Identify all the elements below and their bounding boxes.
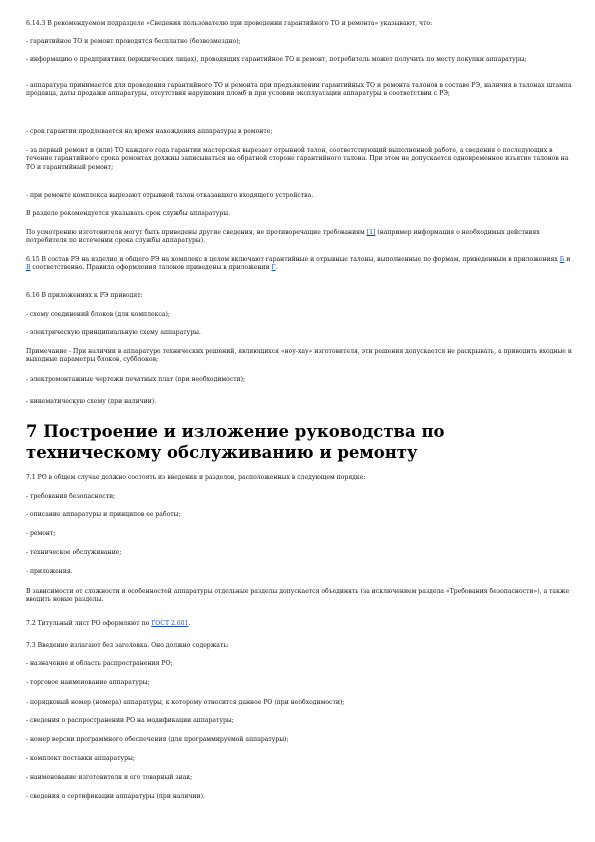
list-item: - электрическую принципиальную схему аппаратуры. bbox=[26, 329, 201, 336]
list-item: - приложения. bbox=[26, 568, 73, 575]
text-run: 7.2 Титульный лист РО оформляют по bbox=[26, 620, 152, 627]
list-item: - аппаратура принимается для проведения гарантийного ТО и ремонта при предъявлении гарантийных ТО и ремонта талонов в составе РЭ, наличия в талонах штампа продавца, даты продажи аппаратуры, отсутствия нарушения пломб и при условии эксплуатации аппаратуры в соответствии с РЭ; bbox=[26, 82, 572, 98]
paragraph-6-15 bbox=[26, 256, 572, 273]
text-run: По усмотрению изготовителя могут быть приведены другие сведения, не противоречащие требованиям bbox=[26, 229, 367, 236]
reference-link-1[interactable]: [1] bbox=[366, 229, 376, 236]
paragraph-6-14-3: 6.14.3 В рекомендуемом подразделе «Сведения пользователю при проведении гарантийного ТО и ремонта» указывают, что: bbox=[26, 20, 433, 27]
paragraph-7-3: 7.3 Введение излагают без заголовка. Оно должно содержать: bbox=[26, 642, 229, 649]
note: Примечание - При наличии в аппаратуре технических решений, являющихся «ноу-хау» изготовителя, эти решения допускается не раскрывать, а приводить входные и выходные параметры блоков, субблоков; bbox=[26, 348, 572, 364]
text-run: 6.15 В состав РЭ на изделие и общего РЭ на комплекс в целом включают гарантийные и отрывные талоны, выполненные по формам, приведенным в приложениях bbox=[26, 256, 560, 263]
text-run: . bbox=[275, 264, 278, 272]
list-item: - ремонт; bbox=[26, 530, 56, 537]
list-item: - схему соединений блоков (для комплекса); bbox=[26, 311, 170, 318]
section-heading: 7 Построение и изложение руководства по техническому обслуживанию и ремонту bbox=[26, 422, 445, 462]
list-item: - торговое наименование аппаратуры; bbox=[26, 679, 150, 686]
list-item: - сведения о распространении РО на модификации аппаратуры; bbox=[26, 717, 234, 724]
list-item: - сведения о сертификации аппаратуры (при наличии). bbox=[26, 793, 205, 800]
list-item: - срок гарантии продлевается на время нахождения аппаратуры в ремонте; bbox=[26, 128, 273, 135]
list-item: - при ремонте комплекса вырезают отрывной талон отказавшего входящего устройства. bbox=[26, 192, 314, 199]
list-item: - описание аппаратуры и принципов ее работы; bbox=[26, 511, 181, 518]
list-item: - комплект поставки аппаратуры; bbox=[26, 755, 135, 762]
paragraph bbox=[26, 229, 572, 246]
list-item: - порядковый номер (номера) аппаратуры, к которому относится данное РО (при необходимости); bbox=[26, 699, 345, 706]
text-run: . bbox=[188, 620, 191, 627]
paragraph-6-16: 6.16 В приложениях к РЭ приводят: bbox=[26, 292, 143, 299]
gost-2-601-link[interactable]: ГОСТ 2.601 bbox=[151, 620, 189, 627]
text-run: соответственно. Правила оформления талонов приведены в приложении bbox=[30, 264, 272, 272]
paragraph: В разделе рекомендуется указывать срок службы аппаратуры. bbox=[26, 210, 231, 217]
text-run: и bbox=[564, 256, 571, 263]
list-item: - наименование изготовителя и его товарный знак; bbox=[26, 774, 193, 781]
text-run: (например информация о необходимых действиях потребителя по истечении срока службы аппаратуры). bbox=[26, 229, 540, 245]
paragraph-7-1: 7.1 РО в общем случае должно состоять из введения и разделов, расположенных в следующем порядке: bbox=[26, 474, 366, 481]
list-item: - техническое обслуживание; bbox=[26, 549, 122, 556]
list-item: - назначение и область распространения РО; bbox=[26, 660, 173, 667]
list-item: - гарантийное ТО и ремонт проводятся бесплатно (безвозмездно); bbox=[26, 38, 241, 45]
list-item: - электромонтажные чертежи печатных плат (при необходимости); bbox=[26, 376, 246, 383]
appendix-b-link[interactable]: Б bbox=[559, 256, 565, 263]
list-item: - номер версии программного обеспечения (для программируемой аппаратуры); bbox=[26, 736, 289, 743]
list-item: - кинематическую схему (при наличии). bbox=[26, 398, 157, 405]
paragraph-7-2 bbox=[26, 620, 572, 628]
paragraph: В зависимости от сложности и особенностей аппаратуры отдельные разделы допускается объединять (за исключением раздела «Требования безопасности»), а также вводить новые разделы. bbox=[26, 588, 570, 604]
list-item: - требования безопасности; bbox=[26, 493, 116, 500]
appendix-g-link[interactable]: Г bbox=[271, 264, 276, 272]
appendix-v-link[interactable]: В bbox=[26, 264, 31, 272]
list-item: - за первый ремонт и (или) ТО каждого года гарантии мастерская вырезает отрывной талон, соответствующий выполненной работе, а сведения о последующих в течение гарантийного срока ремонтах должны записываться на обратной стороне гарантийного талона. При этом не допускается одновременное изъятие талонов на ТО и гарантийный ремонт; bbox=[26, 147, 569, 171]
list-item: - информацию о предприятиях (юридических лицах), проводящих гарантийное ТО и ремонт, потребитель может получить по месту покупки аппаратуры; bbox=[26, 56, 527, 63]
